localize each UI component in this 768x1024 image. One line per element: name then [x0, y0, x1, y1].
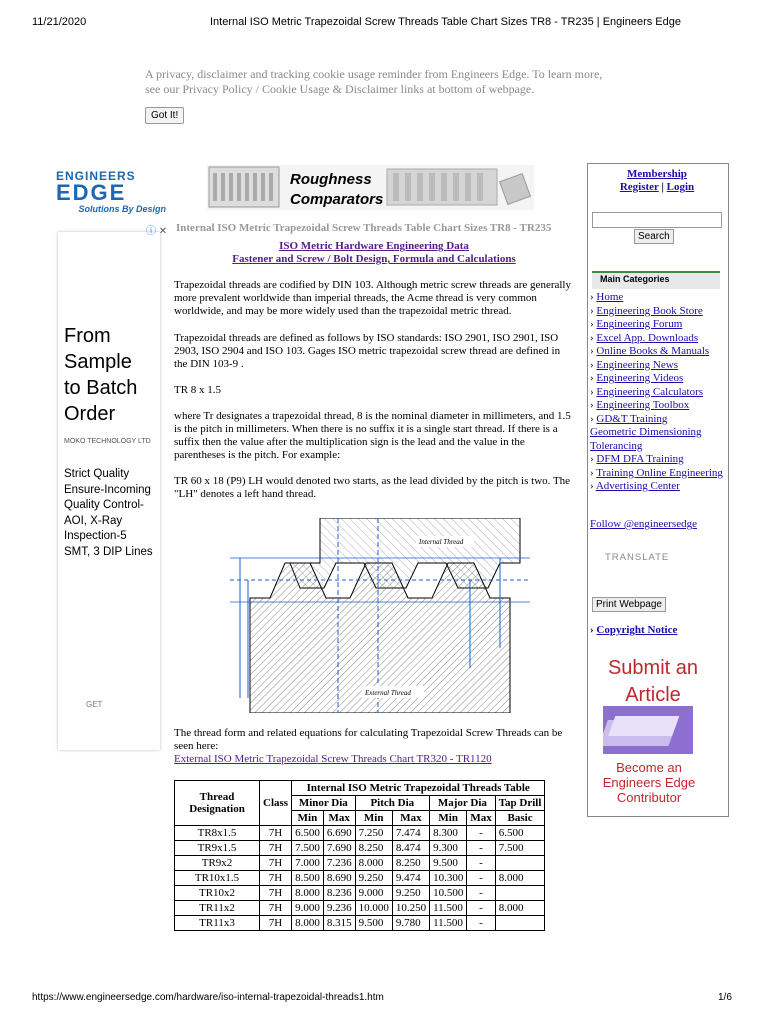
table-cell: - [467, 916, 495, 931]
table-cell: 8.236 [323, 886, 355, 901]
external-thread-label: External Thread [365, 689, 411, 697]
external-chart-link-wrap [174, 753, 576, 766]
table-cell: 7H [260, 826, 292, 841]
print-page-number: 1/6 [718, 992, 732, 1003]
table-cell: 8.250 [355, 841, 392, 856]
col-designation: Thread Designation [175, 781, 260, 826]
table-cell: TR11x3 [175, 916, 260, 931]
table-cell: 9.250 [392, 886, 429, 901]
paragraph-example: TR 8 x 1.5 [174, 384, 222, 396]
iso-hardware-link[interactable]: ISO Metric Hardware Engineering Data [279, 240, 469, 252]
table-row [175, 886, 545, 901]
table-row [175, 856, 545, 871]
paragraph-equations: The thread form and related equations for calculating Trapezoidal Screw Threads can be seen here: [174, 727, 563, 752]
ad-cta[interactable]: GET [86, 700, 103, 709]
table-cell: 11.500 [430, 916, 467, 931]
table-cell: TR11x2 [175, 901, 260, 916]
print-url: https://www.engineersedge.com/hardware/iso-internal-trapezoidal-threads1.htm [32, 992, 384, 1003]
table-cell: 8.250 [392, 856, 429, 871]
table-cell: - [467, 856, 495, 871]
table-cell: 11.500 [430, 901, 467, 916]
table-cell: 7.474 [392, 826, 429, 841]
table-cell: 7H [260, 901, 292, 916]
table-cell: 7H [260, 871, 292, 886]
cookie-notice-text: A privacy, disclaimer and tracking cookie usage reminder from Engineers Edge. To learn more, see our Privacy Policy / Cookie Usage & Disclaimer links at bottom of webpage. [145, 67, 603, 96]
table-cell: 8.000 [292, 886, 324, 901]
sub-min: Min [355, 811, 392, 826]
sub-min: Min [430, 811, 467, 826]
table-cell: 7H [260, 841, 292, 856]
top-links [174, 240, 574, 266]
table-cell: TR10x1.5 [175, 871, 260, 886]
table-cell: - [467, 886, 495, 901]
table-cell: - [467, 841, 495, 856]
ad-company: MOKO TECHNOLOGY LTD [64, 438, 151, 445]
categories-title: Main Categories [600, 274, 670, 284]
sub-min: Min [292, 811, 324, 826]
thread-form-diagram [230, 518, 530, 713]
table-cell: 10.250 [392, 901, 429, 916]
table-cell: 9.000 [355, 886, 392, 901]
sidebar-item[interactable]: › Engineering Calculators [590, 385, 704, 398]
table-cell: 9.000 [292, 901, 324, 916]
paragraph-lh: TR 60 x 18 (P9) LH would denoted two starts, as the lead divided by the pitch is two. The "LH" denotes a left hand thread. [174, 475, 571, 500]
sub-max: Max [392, 811, 429, 826]
table-cell: 10.300 [430, 871, 467, 886]
table-cell: 6.690 [323, 826, 355, 841]
table-cell: 9.780 [392, 916, 429, 931]
table-cell: 8.474 [392, 841, 429, 856]
table-cell: 10.000 [355, 901, 392, 916]
table-cell: 7.000 [292, 856, 324, 871]
site-logo[interactable] [56, 170, 166, 216]
sidebar-item[interactable]: › Online Books & Manuals [590, 345, 710, 357]
category-list [590, 291, 725, 494]
table-cell: - [467, 871, 495, 886]
col-tap: Tap Drill [495, 796, 545, 811]
table-cell: 7H [260, 886, 292, 901]
contributor-text[interactable]: Become an Engineers Edge Contributor [602, 760, 696, 805]
ad-headline: From Sample to Batch Order [64, 325, 138, 425]
cookie-got-it-button[interactable]: Got It! [145, 107, 184, 124]
paragraph-intro: Trapezoidal threads are codified by DIN 103. Although metric screw threads are generally more prevalent worldwide than imperial threads, the Acme thread is very common worldwide, and may be more widely used than the trapezoidal metric thread. [174, 279, 571, 317]
table-cell: 9.236 [323, 901, 355, 916]
sidebar-item[interactable]: › Engineering Forum [590, 318, 683, 330]
table-cell: TR9x2 [175, 856, 260, 871]
table-cell: 8.000 [292, 916, 324, 931]
print-title: Internal ISO Metric Trapezoidal Screw Threads Table Chart Sizes TR8 - TR235 | Engineers Edge [210, 16, 681, 28]
sidebar-item[interactable]: › Home [590, 291, 624, 303]
table-cell: 9.300 [430, 841, 467, 856]
external-chart-link[interactable]: External ISO Metric Trapezoidal Screw Threads Chart TR320 - TR1120 [174, 753, 492, 765]
sidebar-item[interactable]: › Engineering Toolbox [590, 399, 690, 411]
table-cell: 8.000 [495, 871, 545, 886]
table-cell: 8.000 [355, 856, 392, 871]
follow-link[interactable]: Follow @engineersedge [590, 518, 697, 530]
membership-box: Membership Register | Login [619, 168, 695, 193]
table-cell: 7.500 [495, 841, 545, 856]
sidebar-item[interactable]: › GD&T Training [590, 412, 668, 425]
threads-table [174, 780, 545, 931]
table-title: Internal ISO Metric Trapezoidal Threads Table [292, 781, 545, 796]
table-cell: 7H [260, 916, 292, 931]
sidebar-item[interactable]: › Engineering Videos [590, 372, 684, 384]
table-cell: 7.690 [323, 841, 355, 856]
table-cell: TR8x1.5 [175, 826, 260, 841]
sub-max: Max [467, 811, 495, 826]
banner-line2: Comparators [290, 191, 384, 208]
paragraph-designation: where Tr designates a trapezoidal thread, 8 is the nominal diameter in millimeters, and 1.5 is the pitch in millimeters. When there is no suffix it is a single start thread. If there is a suffix then the value after the multiplication sign is the lead and the value in the parentheses is the pitch. For example: [174, 410, 571, 461]
table-cell: 6.500 [292, 826, 324, 841]
internal-thread-label: Internal Thread [419, 538, 464, 546]
ad-body: Strict Quality Ensure-Incoming Quality Control- AOI, X-Ray Inspection-5 SMT, 3 DIP Lines [64, 468, 153, 558]
table-cell: TR9x1.5 [175, 841, 260, 856]
table-cell: 8.500 [292, 871, 324, 886]
table-cell: 8.690 [323, 871, 355, 886]
table-cell: 7.236 [323, 856, 355, 871]
submit-article-link[interactable]: Submit an Article [607, 657, 699, 706]
table-cell [495, 886, 545, 901]
paragraph-standards: Trapezoidal threads are defined as follows by ISO standards: ISO 2901, ISO 2901, ISO 2903, ISO 2904 and ISO 103. Gages ISO metric trapezoidal screw thread are defined in the DIN 103-9 . [174, 332, 561, 370]
sub-basic: Basic [495, 811, 545, 826]
register-link[interactable]: Register [619, 181, 659, 193]
table-cell [495, 856, 545, 871]
table-row [175, 901, 545, 916]
table-cell: 8.300 [430, 826, 467, 841]
membership-link[interactable]: Membership [627, 168, 687, 180]
table-cell: - [467, 826, 495, 841]
table-cell: 9.500 [355, 916, 392, 931]
login-link[interactable]: Login [666, 181, 695, 193]
table-cell: 8.000 [495, 901, 545, 916]
table-cell: TR10x2 [175, 886, 260, 901]
table-row [175, 916, 545, 931]
submit-article-image[interactable] [603, 706, 693, 754]
table-cell [495, 916, 545, 931]
table-cell: 8.315 [323, 916, 355, 931]
translate-widget[interactable]: TRANSLATE [605, 552, 670, 563]
table-cell: 7.250 [355, 826, 392, 841]
table-row [175, 826, 545, 841]
print-date: 11/21/2020 [32, 16, 87, 28]
banner-text [290, 170, 383, 210]
table-cell: 7.500 [292, 841, 324, 856]
print-button[interactable]: Print Webpage [592, 597, 666, 612]
search-button[interactable]: Search [634, 229, 674, 244]
table-cell: 9.250 [355, 871, 392, 886]
col-pitch: Pitch Dia [355, 796, 430, 811]
table-row [175, 871, 545, 886]
table-cell: 7H [260, 856, 292, 871]
ad-info-close-icon[interactable]: ⓘ ✕ [146, 226, 168, 237]
sidebar-item[interactable]: › DFM DFA Training [590, 453, 684, 465]
fastener-design-link[interactable]: Fastener and Screw / Bolt Design, Formula and Calculations [232, 253, 516, 265]
copyright-link[interactable]: › Copyright Notice [590, 624, 678, 636]
table-cell: - [467, 901, 495, 916]
sidebar-item[interactable]: › Excel App. Downloads [590, 331, 699, 344]
logo-tagline: Solutions By Design [78, 204, 166, 214]
col-minor: Minor Dia [292, 796, 356, 811]
page-title: Internal ISO Metric Trapezoidal Screw Threads Table Chart Sizes TR8 - TR235 [176, 222, 552, 234]
sidebar-item[interactable]: › Engineering News [590, 358, 678, 371]
sidebar-item[interactable]: › Engineering Book Store [590, 304, 703, 317]
table-row [175, 841, 545, 856]
sidebar-item[interactable]: › Training Online Engineering [590, 466, 723, 479]
sidebar-item[interactable]: Geometric Dimensioning Tolerancing [590, 426, 702, 452]
logo-line1: ENGINEERS [56, 169, 136, 183]
search-input[interactable] [592, 212, 722, 228]
sidebar-item[interactable]: › Advertising Center [590, 480, 680, 492]
col-class: Class [260, 781, 292, 826]
sub-max: Max [323, 811, 355, 826]
table-cell: 9.500 [430, 856, 467, 871]
banner-line1: Roughness [290, 171, 372, 188]
logo-line2: EDGE [56, 180, 127, 205]
table-cell: 9.474 [392, 871, 429, 886]
table-cell: 6.500 [495, 826, 545, 841]
col-major: Major Dia [430, 796, 496, 811]
table-cell: 10.500 [430, 886, 467, 901]
